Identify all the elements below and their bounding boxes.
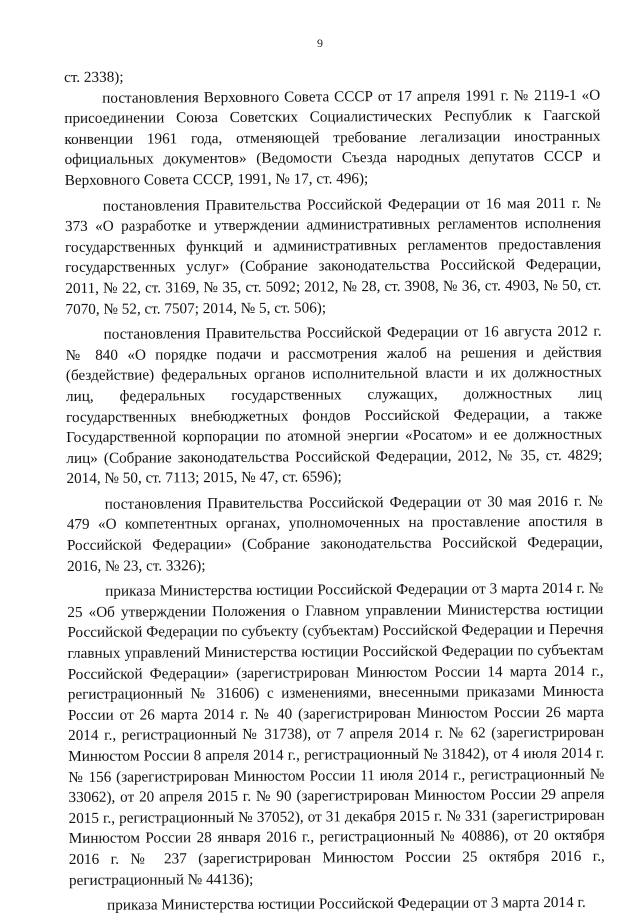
document-body — [64, 65, 605, 917]
paragraph-government-resolution-373: постановления Правительства Российской Федерации от 16 мая 2011 г. № 373 «О разработке и утверждении административных регламентов исполнения государственных функций и административных регламентов предоставления государственных услуг» (Собрание законодательства Российской Федерации, 2011, № 22, ст. 3169, № 35, ст. 5092; 2012, № 28, ст. 3908, № 36, ст. 4903, № 50, ст. 7070, № 52, ст. 7507; 2014, № 5, ст. 506); — [64, 194, 602, 318]
paragraph-government-resolution-840: постановления Правительства Российской Федерации от 16 августа 2012 г. № 840 «О порядке подачи и рассмотрения жалоб на решения и действия (бездействие) федеральных органов исполнительной власти и их должностных лиц, федеральных государственных служащих, должностных лиц государственных внебюджетных фондов Российской Федерации, а также Государственной корпорации по атомной энергии «Росатом» и ее должностных лиц» (Собрание законодательства Российской Федерации, 2012, № 35, ст. 4829; 2014, № 50, ст. 7113; 2015, № 47, ст. 6596); — [65, 322, 603, 488]
paragraph-continuation: ст. 2338); — [64, 68, 124, 86]
paragraph-justice-ministry-order-25: приказа Министерства юстиции Российской Федерации от 3 марта 2014 г. № 25 «Об утверждении Положения о Главном управлении Министерства юстиции Российской Федерации по субъекту (субъектам) Российской Федерации и Перечня главных управлений Министерства юстиции Российской Федерации по субъектам Российской Федерации» (зарегистрирован Минюстом России 14 марта 2014 г., регистрационный № 31606) с изменениями, внесенными приказами Минюста России от 26 марта 2014 г. № 40 (зарегистрирован Минюстом России 26 марта 2014 г., регистрационный № 31738), от 7 апреля 2014 г. № 62 (зарегистрирован Минюстом России 8 апреля 2014 г., регистрационный № 31842), от 4 июля 2014 г. № 156 (зарегистрирован Минюстом России 11 июля 2014 г., регистрационный № 33062), от 20 апреля 2015 г. № 90 (зарегистрирован Минюстом России 29 апреля 2015 г., регистрационный № 37052), от 31 декабря 2015 г. № 331 (зарегистрирован Минюстом России 28 января 2016 г., регистрационный № 40886), от 20 октября 2016 г. № 237 (зарегистрирован Минюстом России 25 октября 2016 г., регистрационный № 44136); — [67, 579, 605, 889]
page-number: 9 — [317, 36, 323, 50]
paragraph-government-resolution-479: постановления Правительства Российской Федерации от 30 мая 2016 г. № 479 «О компетентных органах, уполномоченных на проставление апостиля в Российской Федерации» (Собрание законодательства Российской Федерации, 2016, № 23, ст. 3326); — [66, 492, 603, 575]
paragraph-justice-ministry-order-continued: приказа Министерства юстиции Российской Федерации от 3 марта 2014 г. — [107, 893, 586, 914]
paragraph-supreme-soviet-resolution: постановления Верховного Совета СССР от 17 апреля 1991 г. № 2119-1 «О присоединении Союза Советских Социалистических Республик к Гаагской конвенции 1961 года, отменяющей требование легализации иностранных официальных документов» (Ведомости Съезда народных депутатов СССР и Верховного Совета СССР, 1991, № 17, ст. 496); — [64, 86, 601, 189]
